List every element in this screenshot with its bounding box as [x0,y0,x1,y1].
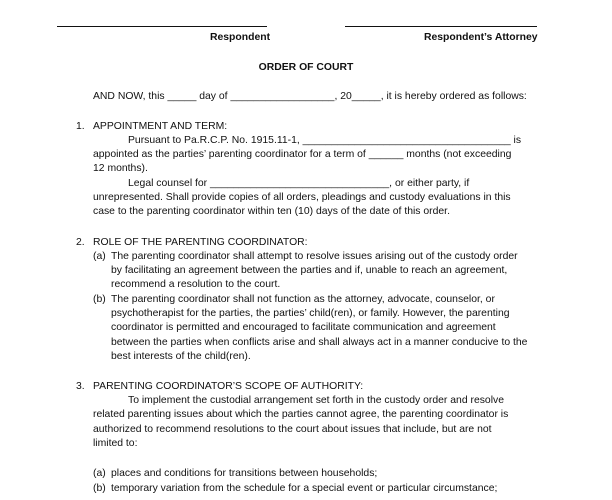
section-3-heading: PARENTING COORDINATOR’S SCOPE OF AUTHORITY: [93,381,364,392]
section-1-line: case to the parenting coordinator within ten (10) days of the date of this order. [93,206,450,217]
section-3-item-b-marker: (b) [93,483,106,494]
section-1-line: unrepresented. Shall provide copies of all orders, pleadings and custody evaluations in this [93,192,511,203]
section-3-line: To implement the custodial arrangement set forth in the custody order and resolve [128,395,504,406]
section-3-line: limited to: [93,438,138,449]
section-2-item-b-line: The parenting coordinator shall not function as the attorney, advocate, counselor, or [111,294,495,305]
section-2-item-b-line: between the parties when conflicts arise and shall always act in a manner conducive to the [111,337,528,348]
section-3-item-a-marker: (a) [93,468,106,479]
respondent-signature-line [57,26,267,27]
section-2-item-a-line: recommend a resolution to the court. [111,279,281,290]
section-1-number: 1. [76,121,85,132]
section-3-line: related parenting issues about which the parties cannot agree, the parenting coordinator is [93,409,509,420]
intro-line: AND NOW, this _____ day of __________________, 20_____, it is hereby ordered as follows: [93,91,527,102]
section-2-item-b-line: best interests of the child(ren). [111,351,251,362]
section-2-item-a-marker: (a) [93,251,106,262]
section-2-item-b-line: psychotherapist for the parties, the parties’ child(ren), or family. However, the parenting [111,308,510,319]
section-1-line: Legal counsel for _______________________________, or either party, if [128,178,470,189]
section-3-item-b: temporary variation from the schedule for a special event or particular circumstance; [111,483,498,494]
section-1-heading: APPOINTMENT AND TERM: [93,121,228,132]
respondent-label: Respondent [210,32,271,43]
section-3-number: 3. [76,381,85,392]
section-3-line: authorized to recommend resolutions to the court about issues that include, but are not [93,424,492,435]
attorney-signature-line [345,26,537,27]
section-2-item-b-marker: (b) [93,294,106,305]
section-1-line: appointed as the parties’ parenting coordinator for a term of ______ months (not exceeding [93,149,512,160]
section-2-item-a-line: The parenting coordinator shall attempt to resolve issues arising out of the custody order [111,251,518,262]
section-2-item-a-line: by facilitating an agreement between the parties and if, unable to reach an agreement, [111,265,508,276]
section-1-line: Pursuant to Pa.R.C.P. No. 1915.11-1, ____________________________________ is [128,135,522,146]
section-2-number: 2. [76,237,85,248]
section-2-item-b-line: coordinator is permitted and encouraged to facilitate communication and agreement [111,322,496,333]
section-3-item-a: places and conditions for transitions between households; [111,468,378,479]
section-2-heading: ROLE OF THE PARENTING COORDINATOR: [93,237,308,248]
document-title: ORDER OF COURT [258,62,354,73]
attorney-label: Respondent’s Attorney [424,32,538,43]
section-1-line: 12 months). [93,163,148,174]
